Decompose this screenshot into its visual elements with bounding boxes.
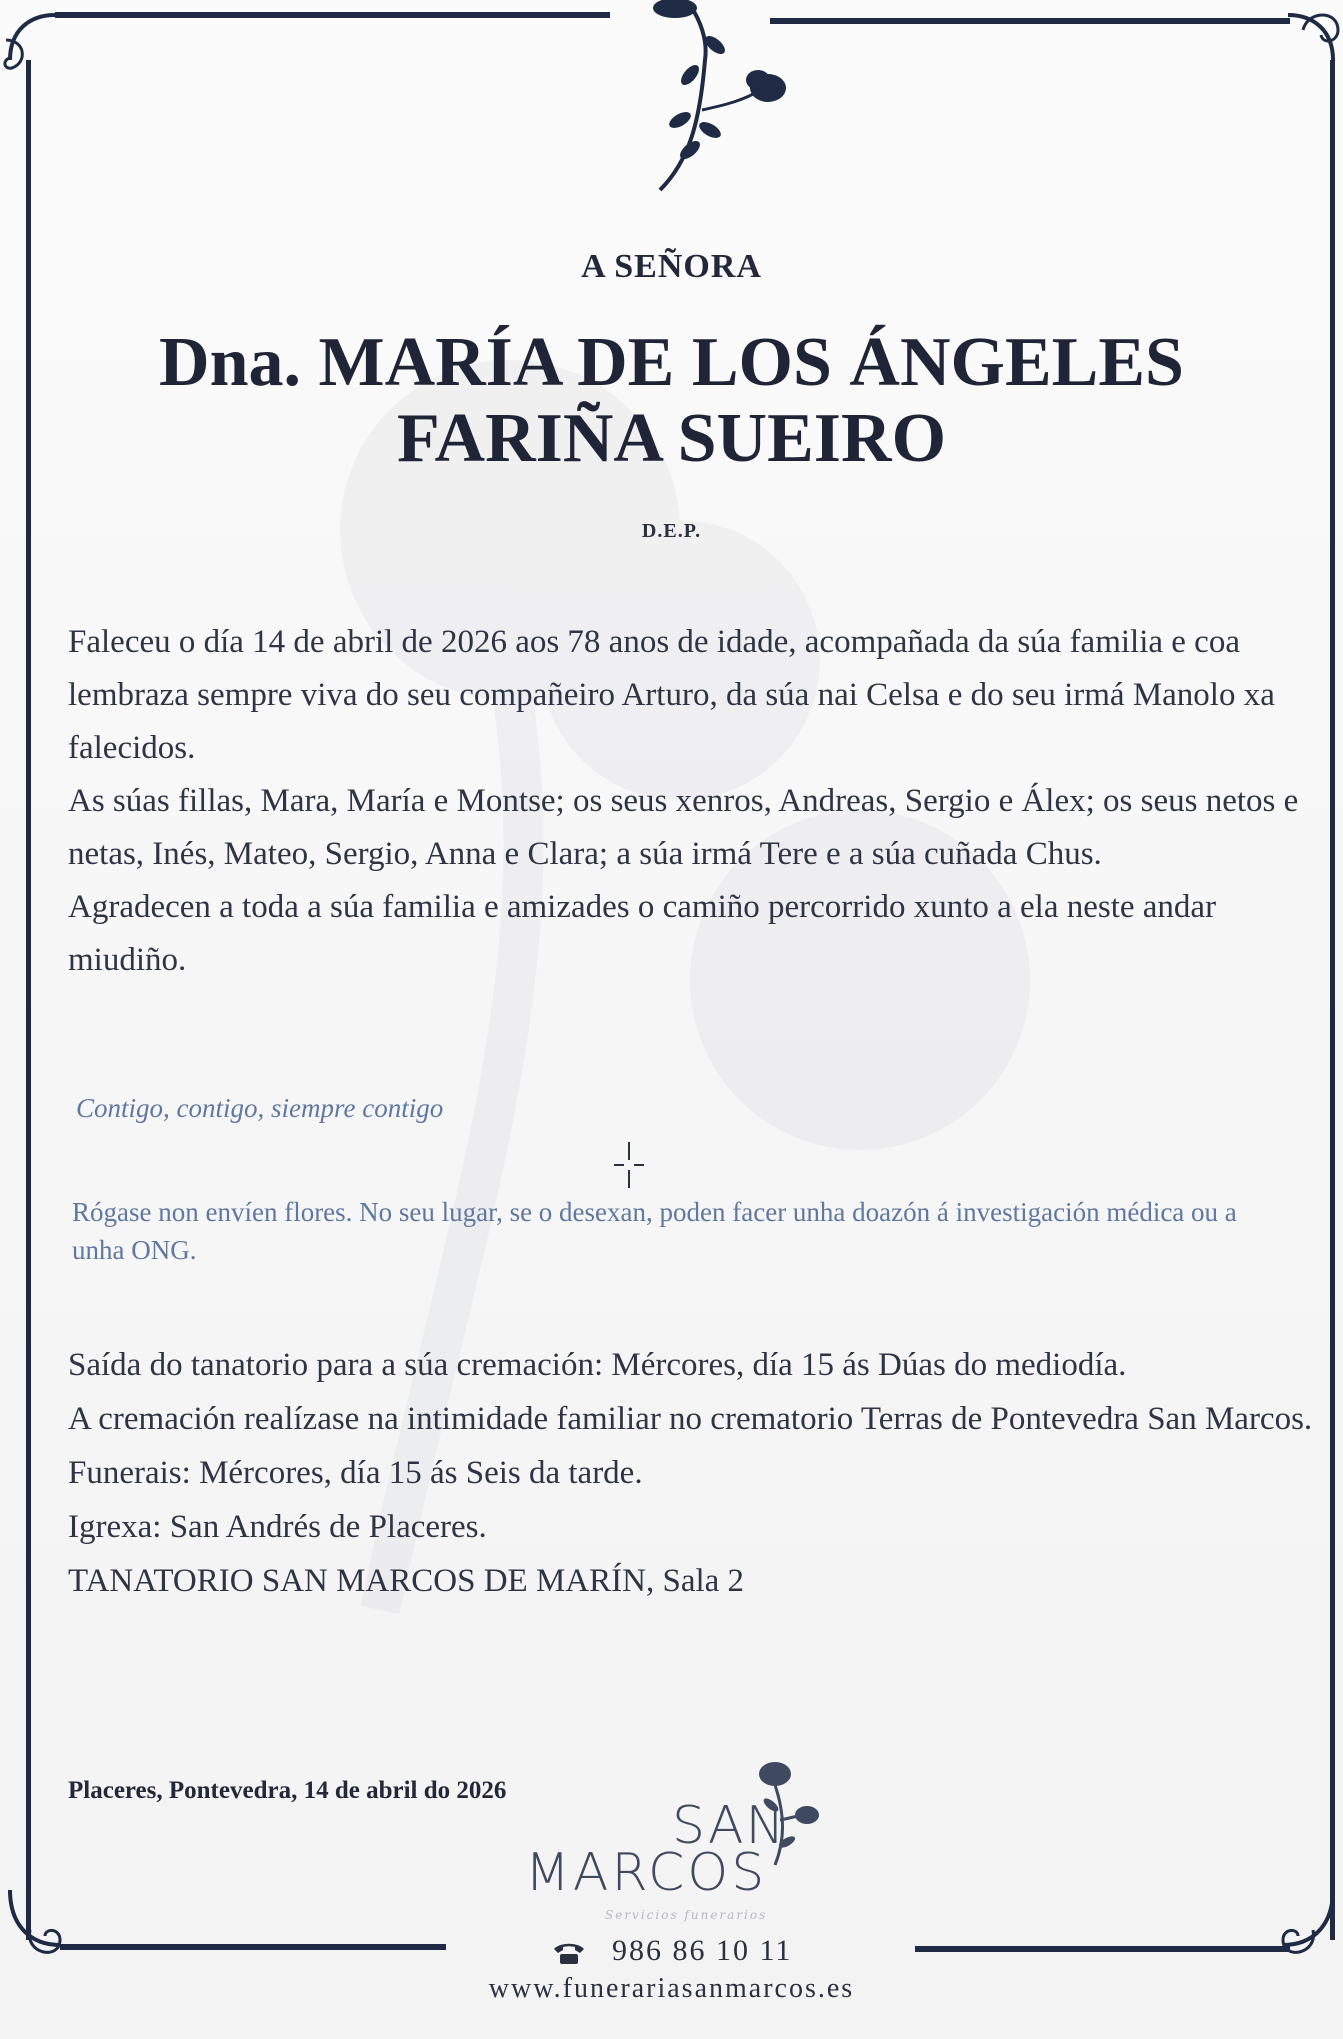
announcement-paragraph: Faleceu o día 14 de abril de 2026 aos 78 anos de idade, acompañada da súa familia e coa lembraza sempre viva do seu compañeiro Arturo, da súa nai Celsa e do seu irmá Manolo xa falecidos. — [68, 624, 1275, 766]
frame-top-left — [55, 12, 610, 18]
announcement-paragraph: As súas fillas, Mara, María e Montse; os seus xenros, Andreas, Sergio e Álex; os seus netos e netas, Inés, Mateo, Sergio, Anna e Clara; a súa irmá Tere e a súa cuñada Chus. — [68, 783, 1299, 872]
funeral-home-logo — [505, 1760, 835, 1925]
crosshair-icon — [614, 1142, 644, 1188]
service-line: A cremación realízase na intimidade familiar no crematorio Terras de Pontevedra San Marcos. — [68, 1401, 1313, 1437]
corner-ornament-top-right-icon — [1253, 0, 1343, 90]
frame-top-right — [770, 18, 1290, 24]
memorial-quote: Contigo, contigo, siempre contigo — [76, 1093, 444, 1123]
telephone-icon — [552, 1941, 586, 1965]
rose-icon — [630, 0, 790, 200]
phone-row — [552, 1934, 792, 1968]
service-line: TANATORIO SAN MARCOS DE MARÍN, Sala 2 — [68, 1563, 745, 1599]
deceased-name-line2: FARIÑA SUEIRO — [396, 400, 947, 477]
deceased-name — [0, 325, 1343, 477]
service-line: Funerais: Mércores, día 15 ás Seis da tarde. — [68, 1455, 643, 1491]
frame-bottom-right — [915, 1946, 1290, 1952]
donation-request: Rógase non envíen flores. No seu lugar, se o desexan, poden facer unha doazón á investigación médica ou a unha ONG. — [72, 1197, 1237, 1265]
salutation: A SEÑORA — [581, 248, 762, 285]
service-line: Saída do tanatorio para a súa cremación: Mércores, día 15 ás Dúas do mediodía. — [68, 1347, 1127, 1383]
corner-ornament-bottom-left-icon — [0, 1870, 90, 1960]
phone-number: 986 86 10 11 — [612, 1934, 793, 1967]
corner-ornament-bottom-right-icon — [1253, 1870, 1343, 1960]
place-date: Placeres, Pontevedra, 14 de abril do 2026 — [68, 1777, 507, 1804]
deceased-name-line1: Dna. MARÍA DE LOS ÁNGELES — [159, 324, 1184, 401]
frame-bottom-left — [60, 1944, 446, 1950]
service-details — [68, 1338, 1318, 1608]
website-link[interactable]: www.funerariasanmarcos.es — [488, 1973, 855, 2004]
logo-text-san: SAN — [672, 1796, 787, 1856]
announcement-text — [68, 616, 1318, 987]
service-line: Igrexa: San Andrés de Placeres. — [68, 1509, 487, 1545]
logo-tagline: Servicios funerarios — [605, 1908, 768, 1922]
logo-text-marcos: MARCOS — [525, 1843, 768, 1903]
dep-label: D.E.P. — [641, 520, 702, 542]
announcement-paragraph: Agradecen a toda a súa familia e amizades o camiño percorrido xunto a ela neste andar miudiño. — [68, 889, 1217, 978]
corner-ornament-top-left-icon — [0, 0, 90, 90]
